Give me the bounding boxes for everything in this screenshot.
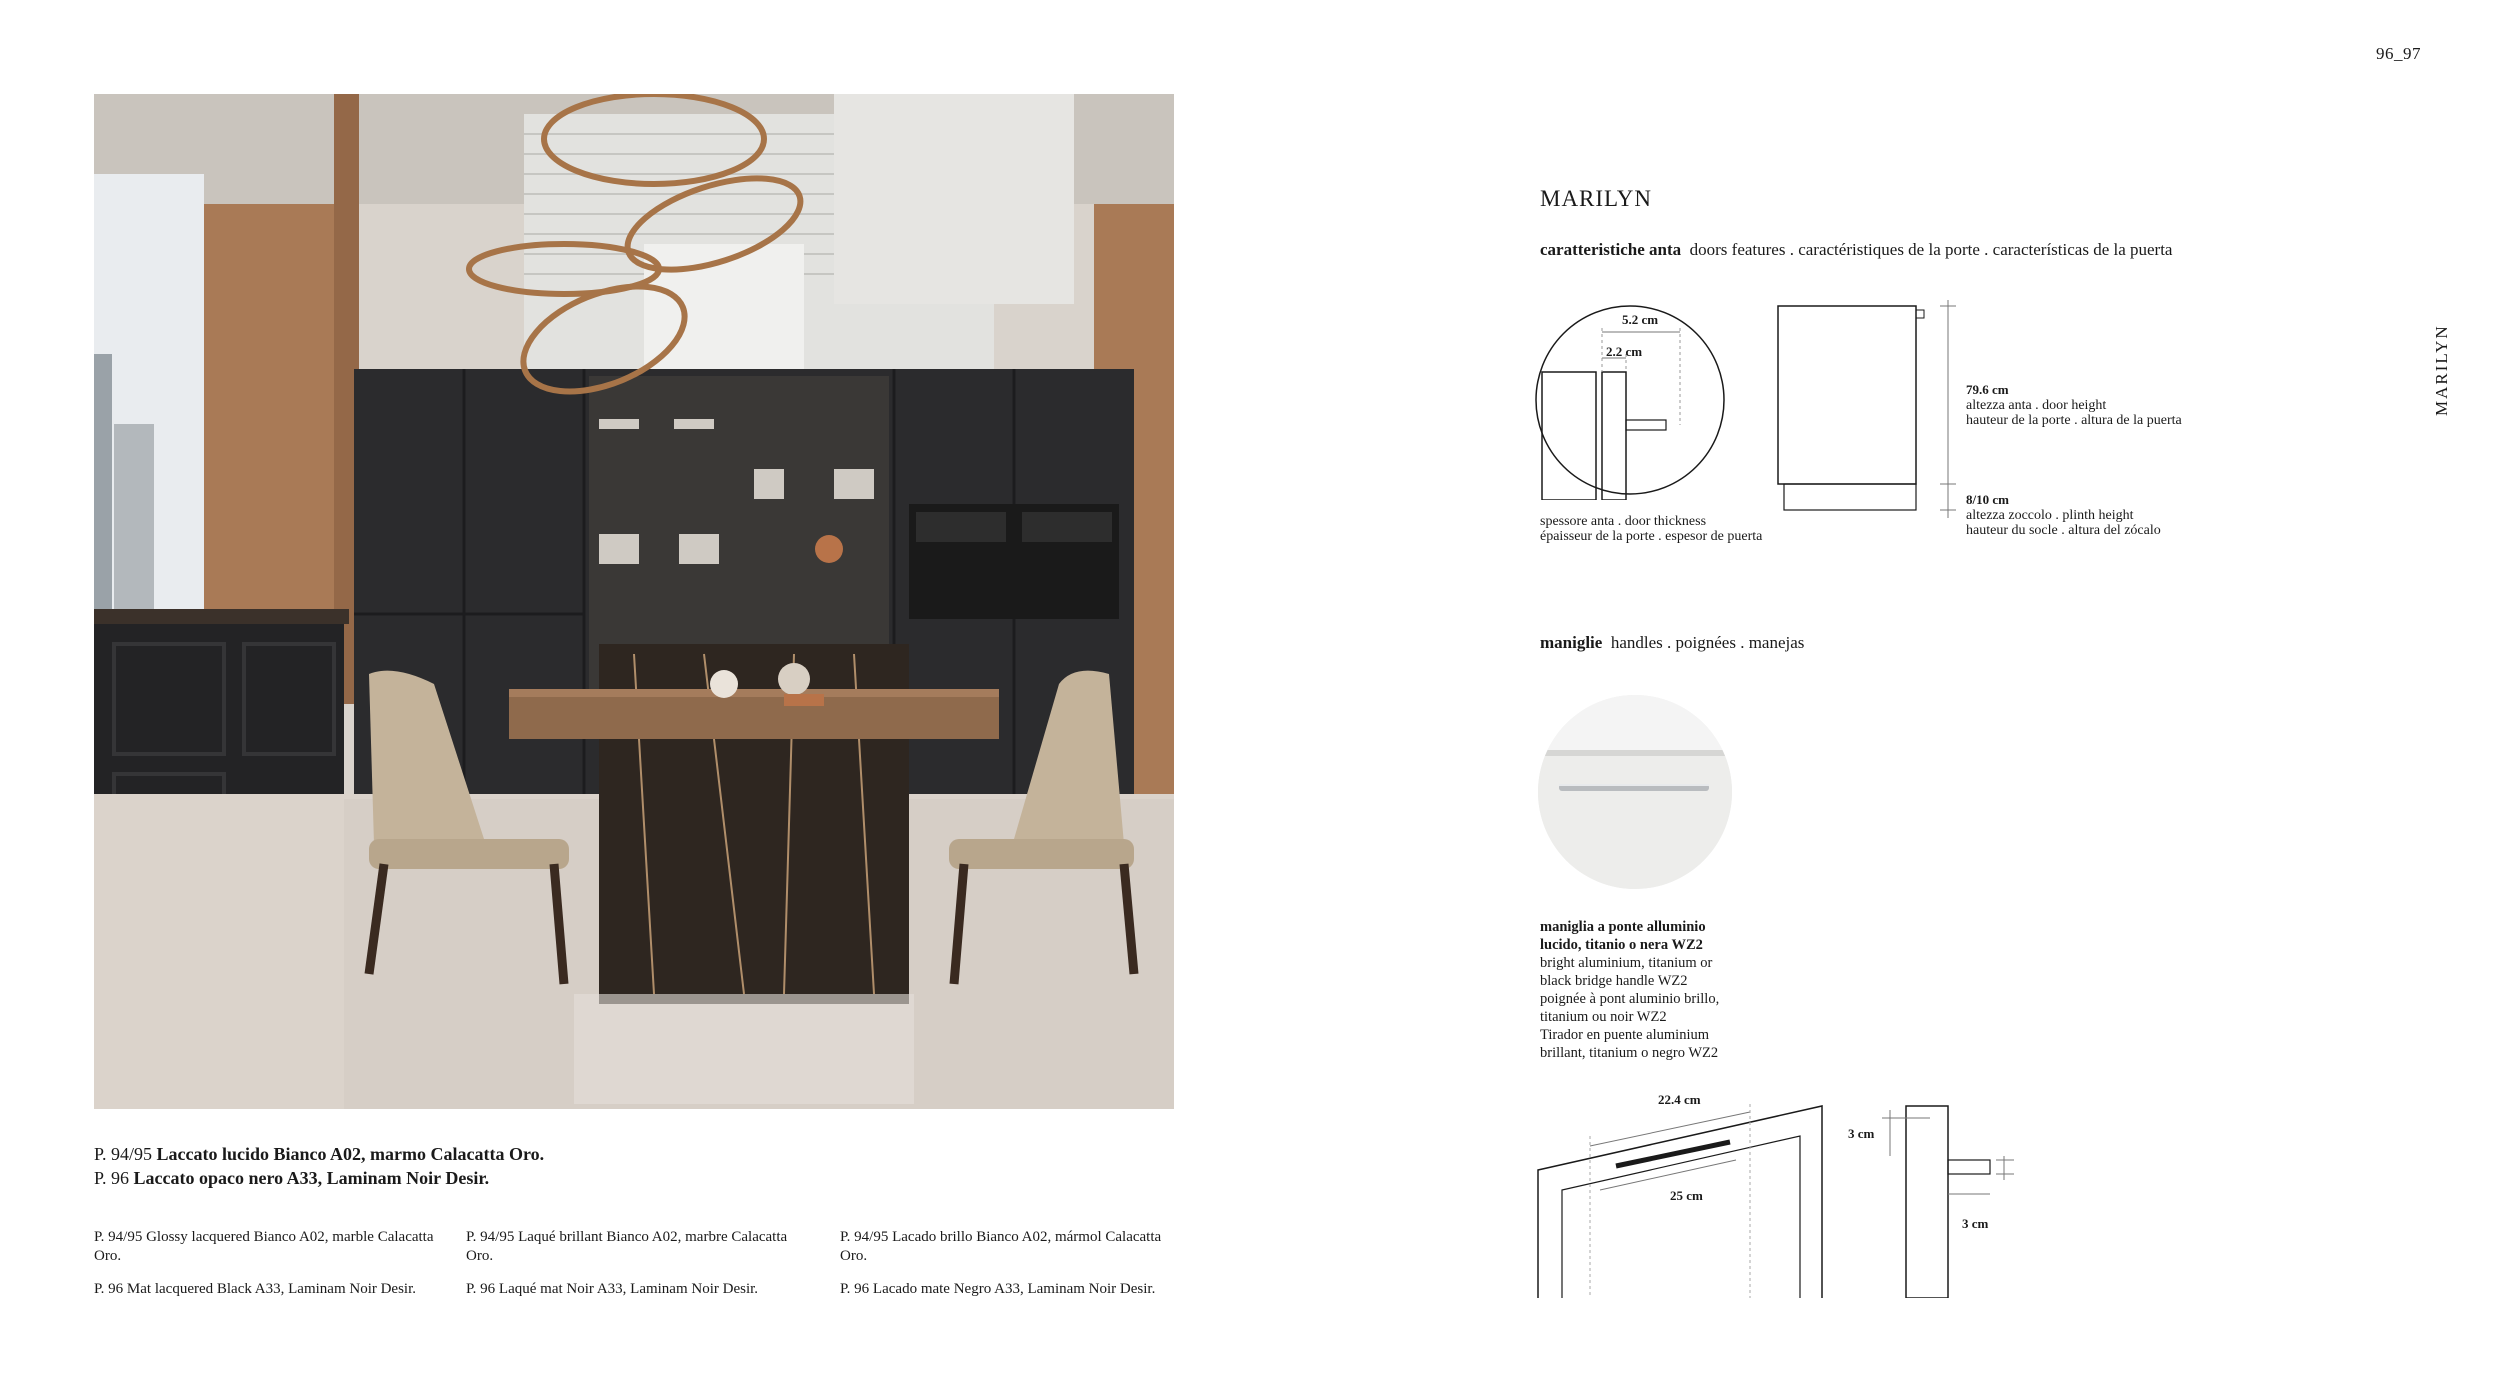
product-title: MARILYN — [1540, 186, 1653, 211]
caption-english: P. 94/95 Glossy lacquered Bianco A02, marble Calacatta Oro. P. 96 Mat lacquered Black A33, Laminam Noir Desir. — [94, 1229, 434, 1297]
door-height-label: 79.6 cm altezza anta . door height hauteur de la porte . altura de la puerta — [1966, 382, 2182, 428]
dim-handle-span: 25 cm — [1670, 1188, 1703, 1203]
caption-line-2: P. 96 Laccato opaco nero A33, Laminam Noir Desir. — [94, 1168, 490, 1188]
dim-handle-length: 22.4 cm — [1658, 1092, 1701, 1107]
page-number: 96_97 — [2376, 44, 2421, 63]
caption-spanish: P. 94/95 Lacado brillo Bianco A02, mármol Calacatta Oro. P. 96 Lacado mate Negro A33, Laminam Noir Desir. — [840, 1229, 1162, 1297]
dim-inner: 2.2 cm — [1606, 344, 1643, 359]
door-thickness-diagram — [1530, 300, 1730, 500]
side-title: MARILYN — [2432, 324, 2451, 416]
dim-handle-depth: 3 cm — [1962, 1216, 1989, 1231]
kitchen-photo — [94, 94, 1174, 1109]
handle-dimension-diagram — [1530, 1098, 2050, 1298]
door-elevation-diagram — [1770, 296, 1970, 526]
photo-caption — [94, 1142, 544, 1190]
plinth-height-label: 8/10 cm altezza zoccolo . plinth height hauteur du socle . altura del zócalo — [1966, 492, 2161, 538]
door-features-heading: caratteristiche anta doors features . caractéristiques de la porte . características de la puerta — [1540, 240, 2173, 259]
thickness-label: spessore anta . door thickness épaisseur de la porte . espesor de puerta — [1540, 514, 1763, 544]
caption-line-1: P. 94/95 Laccato lucido Bianco A02, marmo Calacatta Oro. — [94, 1144, 545, 1164]
handles-heading: maniglie handles . poignées . manejas — [1540, 633, 1805, 652]
handle-description: maniglia a ponte alluminio lucido, titanio o nera WZ2 bright aluminium, titanium or black bridge handle WZ2 poignée à pont aluminio brillo, titanium ou noir WZ2 Tirador en puente aluminium brillant, titanium o negro WZ2 — [1540, 919, 1720, 1061]
handle-photo — [1535, 692, 1735, 892]
dim-outer: 5.2 cm — [1622, 312, 1659, 327]
caption-french: P. 94/95 Laqué brillant Bianco A02, marbre Calacatta Oro. P. 96 Laqué mat Noir A33, Laminam Noir Desir. — [466, 1229, 788, 1297]
dim-handle-height: 3 cm — [1848, 1126, 1875, 1141]
